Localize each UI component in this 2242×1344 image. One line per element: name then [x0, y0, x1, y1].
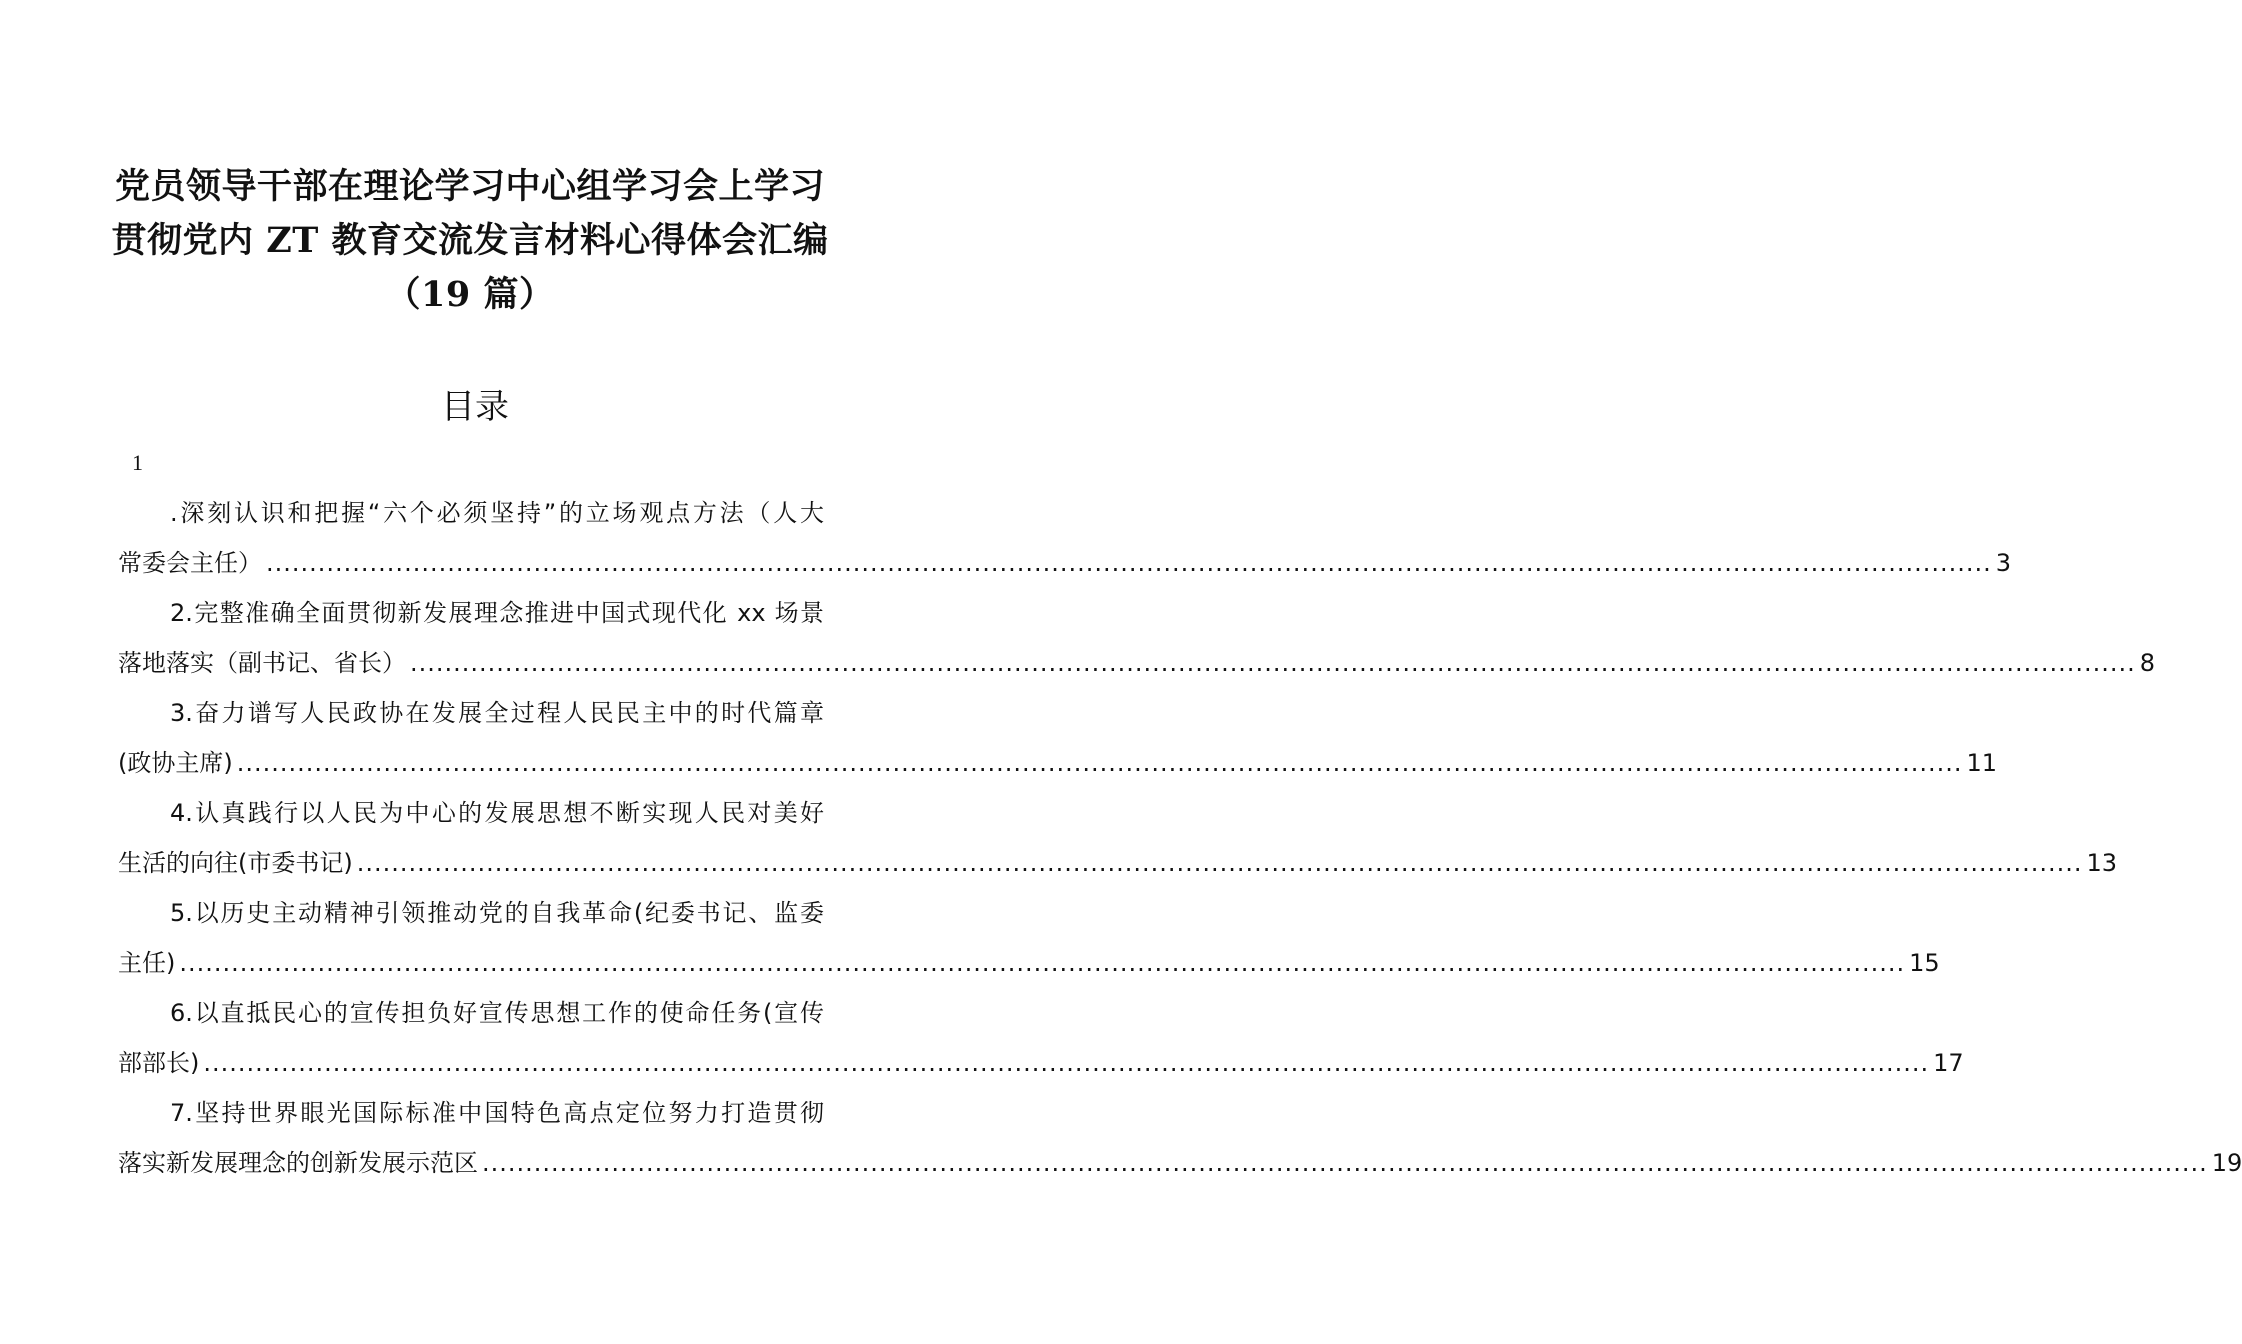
toc-entry[interactable]	[118, 688, 1998, 788]
toc-entry[interactable]	[118, 488, 2012, 588]
toc-entry-title-continued: 主任)	[118, 949, 176, 977]
toc-entry-title: 7.坚持世界眼光国际标准中国特色高点定位努力打造贯彻	[170, 1099, 824, 1127]
toc-dot-leader: ........................................................................................................................................................................................................	[356, 849, 2083, 877]
toc-page-number: 13	[2086, 849, 2118, 877]
toc-entry-title-continued: (政协主席)	[118, 749, 233, 777]
toc-page-number: 11	[1966, 749, 1998, 777]
toc-entry-title: 4.认真践行以人民为中心的发展思想不断实现人民对美好	[170, 799, 824, 827]
stray-number: 1	[132, 450, 143, 475]
toc-dot-leader: ........................................................................................................................................................................................................	[482, 1149, 2208, 1177]
toc-entry-title: 2.完整准确全面贯彻新发展理念推进中国式现代化 xx 场景	[170, 599, 824, 627]
document-title-line-1: 党员领导干部在理论学习中心组学习会上学习	[114, 166, 825, 207]
toc-entry-title-continued: 常委会主任）	[118, 549, 262, 577]
toc-entry[interactable]	[118, 888, 1940, 988]
toc-page-number: 17	[1933, 1049, 1964, 1077]
toc-dot-leader: ........................................................................................................................................................................................................	[266, 549, 1992, 577]
toc-entry[interactable]	[118, 988, 1964, 1088]
document-title-line-2: 贯彻党内 ZT 教育交流发言材料心得体会汇编	[111, 220, 829, 261]
toc-page-number: 3	[1995, 549, 2012, 577]
toc-entry-title: 3.奋力谱写人民政协在发展全过程人民民主中的时代篇章	[170, 699, 824, 727]
toc-entry-title: 5.以历史主动精神引领推动党的自我革命(纪委书记、监委	[170, 899, 824, 927]
document-title	[100, 160, 840, 322]
toc-entry[interactable]	[118, 788, 2118, 888]
toc-dot-leader: ........................................................................................................................................................................................................	[410, 649, 2136, 677]
toc-dot-leader: ........................................................................................................................................................................................................	[179, 949, 1906, 977]
toc-page-number: 15	[1909, 949, 1940, 977]
toc-entry-title-continued: 落实新发展理念的创新发展示范区	[118, 1149, 478, 1177]
toc-dot-leader: ........................................................................................................................................................................................................	[236, 749, 1963, 777]
toc-entry-title-continued: 生活的向往(市委书记)	[118, 849, 353, 877]
toc-entry-title: .深刻认识和把握“六个必须坚持”的立场观点方法（人大	[170, 499, 824, 527]
toc-page-number: 8	[2139, 649, 2156, 677]
toc-page-number: 19	[2211, 1149, 2242, 1177]
table-of-contents	[118, 488, 2242, 1188]
toc-entry-title-continued: 落地落实（副书记、省长）	[118, 649, 406, 677]
toc-entry[interactable]	[118, 1088, 2242, 1188]
document-title-line-3: （19 篇）	[385, 274, 555, 315]
toc-heading: 目录	[441, 387, 509, 427]
toc-entry-title: 6.以直抵民心的宣传担负好宣传思想工作的使命任务(宣传	[170, 999, 824, 1027]
toc-entry[interactable]	[118, 588, 2156, 688]
toc-dot-leader: ........................................................................................................................................................................................................	[203, 1049, 1930, 1077]
toc-entry-title-continued: 部部长)	[118, 1049, 200, 1077]
